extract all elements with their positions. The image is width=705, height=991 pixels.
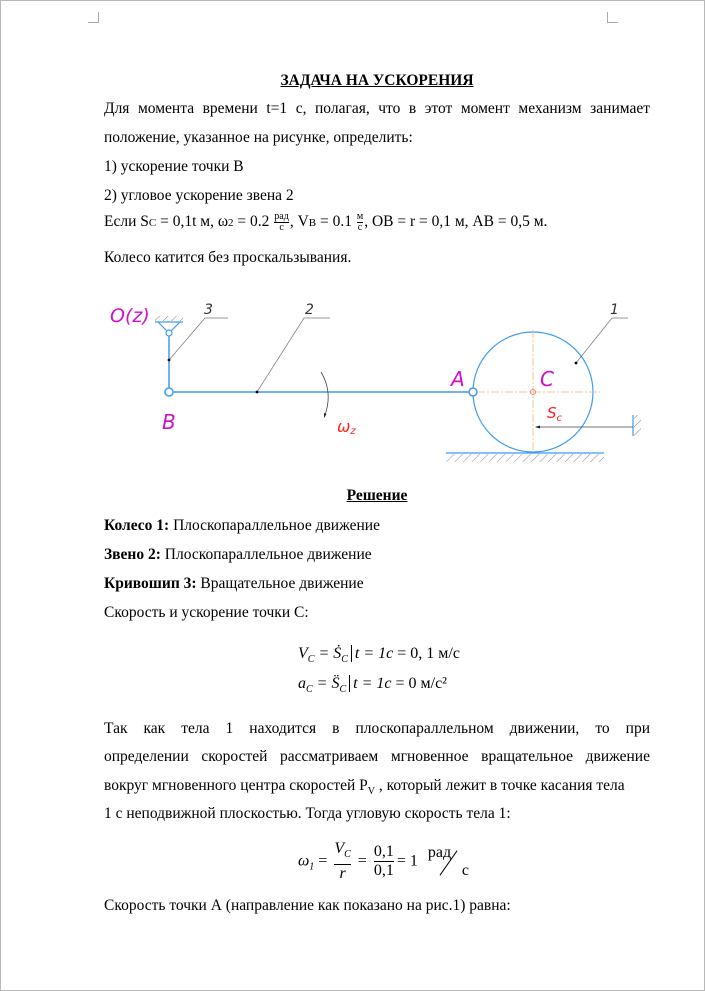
text: = 0,1t м, ω [156, 213, 229, 231]
fraction [374, 843, 394, 880]
text: = 0, 1 м/с [393, 645, 460, 662]
text: C [148, 217, 157, 230]
equation-vc [298, 645, 460, 665]
text: = 0 м/с² [391, 675, 447, 692]
text: C [344, 849, 351, 861]
text: t = 1c [349, 675, 391, 692]
text: V [298, 645, 308, 662]
text: ω [298, 852, 310, 870]
text: C [307, 654, 315, 666]
body-2 [104, 545, 650, 565]
speed-c-heading: Скорость и ускорение точки С: [104, 604, 309, 621]
text: Вращательное движение [196, 575, 364, 592]
text: Плоскопараллельное движение [169, 517, 380, 534]
text: V [334, 840, 345, 857]
intro-line: положение, указанное на рисунке, определить: [104, 129, 413, 146]
text: с [279, 222, 284, 233]
text: C [341, 654, 348, 666]
text: c [556, 413, 563, 424]
fraction [334, 840, 350, 883]
item-1: 1) ускорение точки B [104, 158, 244, 175]
last-line: Скорость точки А (направление как показано на рис.1) равна: [104, 897, 511, 914]
text: r [339, 865, 346, 883]
text: a [298, 675, 306, 692]
label-omega [337, 417, 356, 437]
text: V [367, 786, 376, 798]
body-1 [104, 516, 650, 536]
text: z [350, 426, 356, 437]
paragraph-line: Так как тела 1 находится в плоскопараллельном движении, то при [104, 720, 650, 737]
omega-arc [321, 372, 328, 415]
paragraph-line: определении скоростей рассматриваем мгновенное вращательное движение [104, 748, 650, 765]
text: 2 [228, 217, 234, 230]
page-title: ЗАДАЧА НА УСКОРЕНИЯ [280, 72, 474, 89]
text: t = 1c [351, 645, 393, 662]
text: C [339, 684, 347, 696]
text: Если S [104, 213, 149, 231]
text: 1 [309, 861, 315, 873]
equation-omega1: $\omega_1$ = $\frac{V_C}{r}$ = $\frac{0,1}{0,1}$ = 1 рад с [298, 840, 474, 883]
body-3 [104, 574, 650, 594]
solution-heading: Решение [346, 487, 408, 504]
text: S [547, 404, 557, 422]
text: = 0.1 [316, 213, 356, 231]
text: с [357, 222, 363, 233]
label-b: B [162, 410, 176, 434]
ground [446, 453, 604, 462]
paragraph-line [104, 776, 650, 802]
text: 0,1 [373, 843, 394, 861]
text: Кривошип 3: [104, 575, 197, 592]
text: Звено 2: [104, 546, 161, 563]
text: рад [274, 211, 289, 222]
label-c: C [540, 367, 554, 391]
label-o: O(z) [110, 305, 150, 327]
text: , OB = r = 0,1 м, AB = 0,5 м. [364, 213, 548, 231]
text: C [306, 684, 313, 696]
numerator [334, 840, 350, 865]
intro-line: Для момента времени t=1 с, полагая, что в этот момент механизм занимает [104, 100, 650, 117]
label-a: A [451, 367, 465, 391]
text: ω [337, 417, 351, 436]
label-3: 3 [204, 302, 213, 318]
text: = 0.2 [233, 213, 274, 231]
text: Колесо 1: [104, 517, 170, 534]
text: рад [427, 843, 452, 861]
text: B [308, 217, 317, 230]
label-sc [547, 404, 563, 424]
text: с [461, 861, 469, 879]
text: м [356, 211, 364, 222]
text: , который лежит в точке касания тела [375, 777, 625, 794]
text: вокруг мгновенного центра скоростей P [104, 777, 368, 794]
text: , V [289, 213, 309, 231]
equation-ac [298, 675, 447, 695]
wall [633, 415, 641, 436]
joint-a [469, 388, 477, 396]
fixed-support-o [155, 316, 183, 336]
item-2: 2) угловое ускорение звена 2 [104, 187, 294, 204]
text: = S̈ [312, 675, 340, 692]
text: = 1 [396, 852, 418, 870]
text: Плоскопараллельное движение [160, 546, 372, 563]
joint-b [165, 388, 173, 396]
text: 0,1 [373, 862, 394, 880]
rolling-note: Колесо катится без проскальзывания. [104, 249, 352, 266]
label-2: 2 [305, 302, 314, 318]
leader-lines [169, 318, 628, 392]
label-1: 1 [610, 302, 619, 318]
paragraph-line: 1 с неподвижной плоскостью. Тогда угловую скорость тела 1: [104, 805, 511, 822]
unit-rad-s [428, 844, 474, 880]
text: = Ṡ [314, 645, 342, 662]
